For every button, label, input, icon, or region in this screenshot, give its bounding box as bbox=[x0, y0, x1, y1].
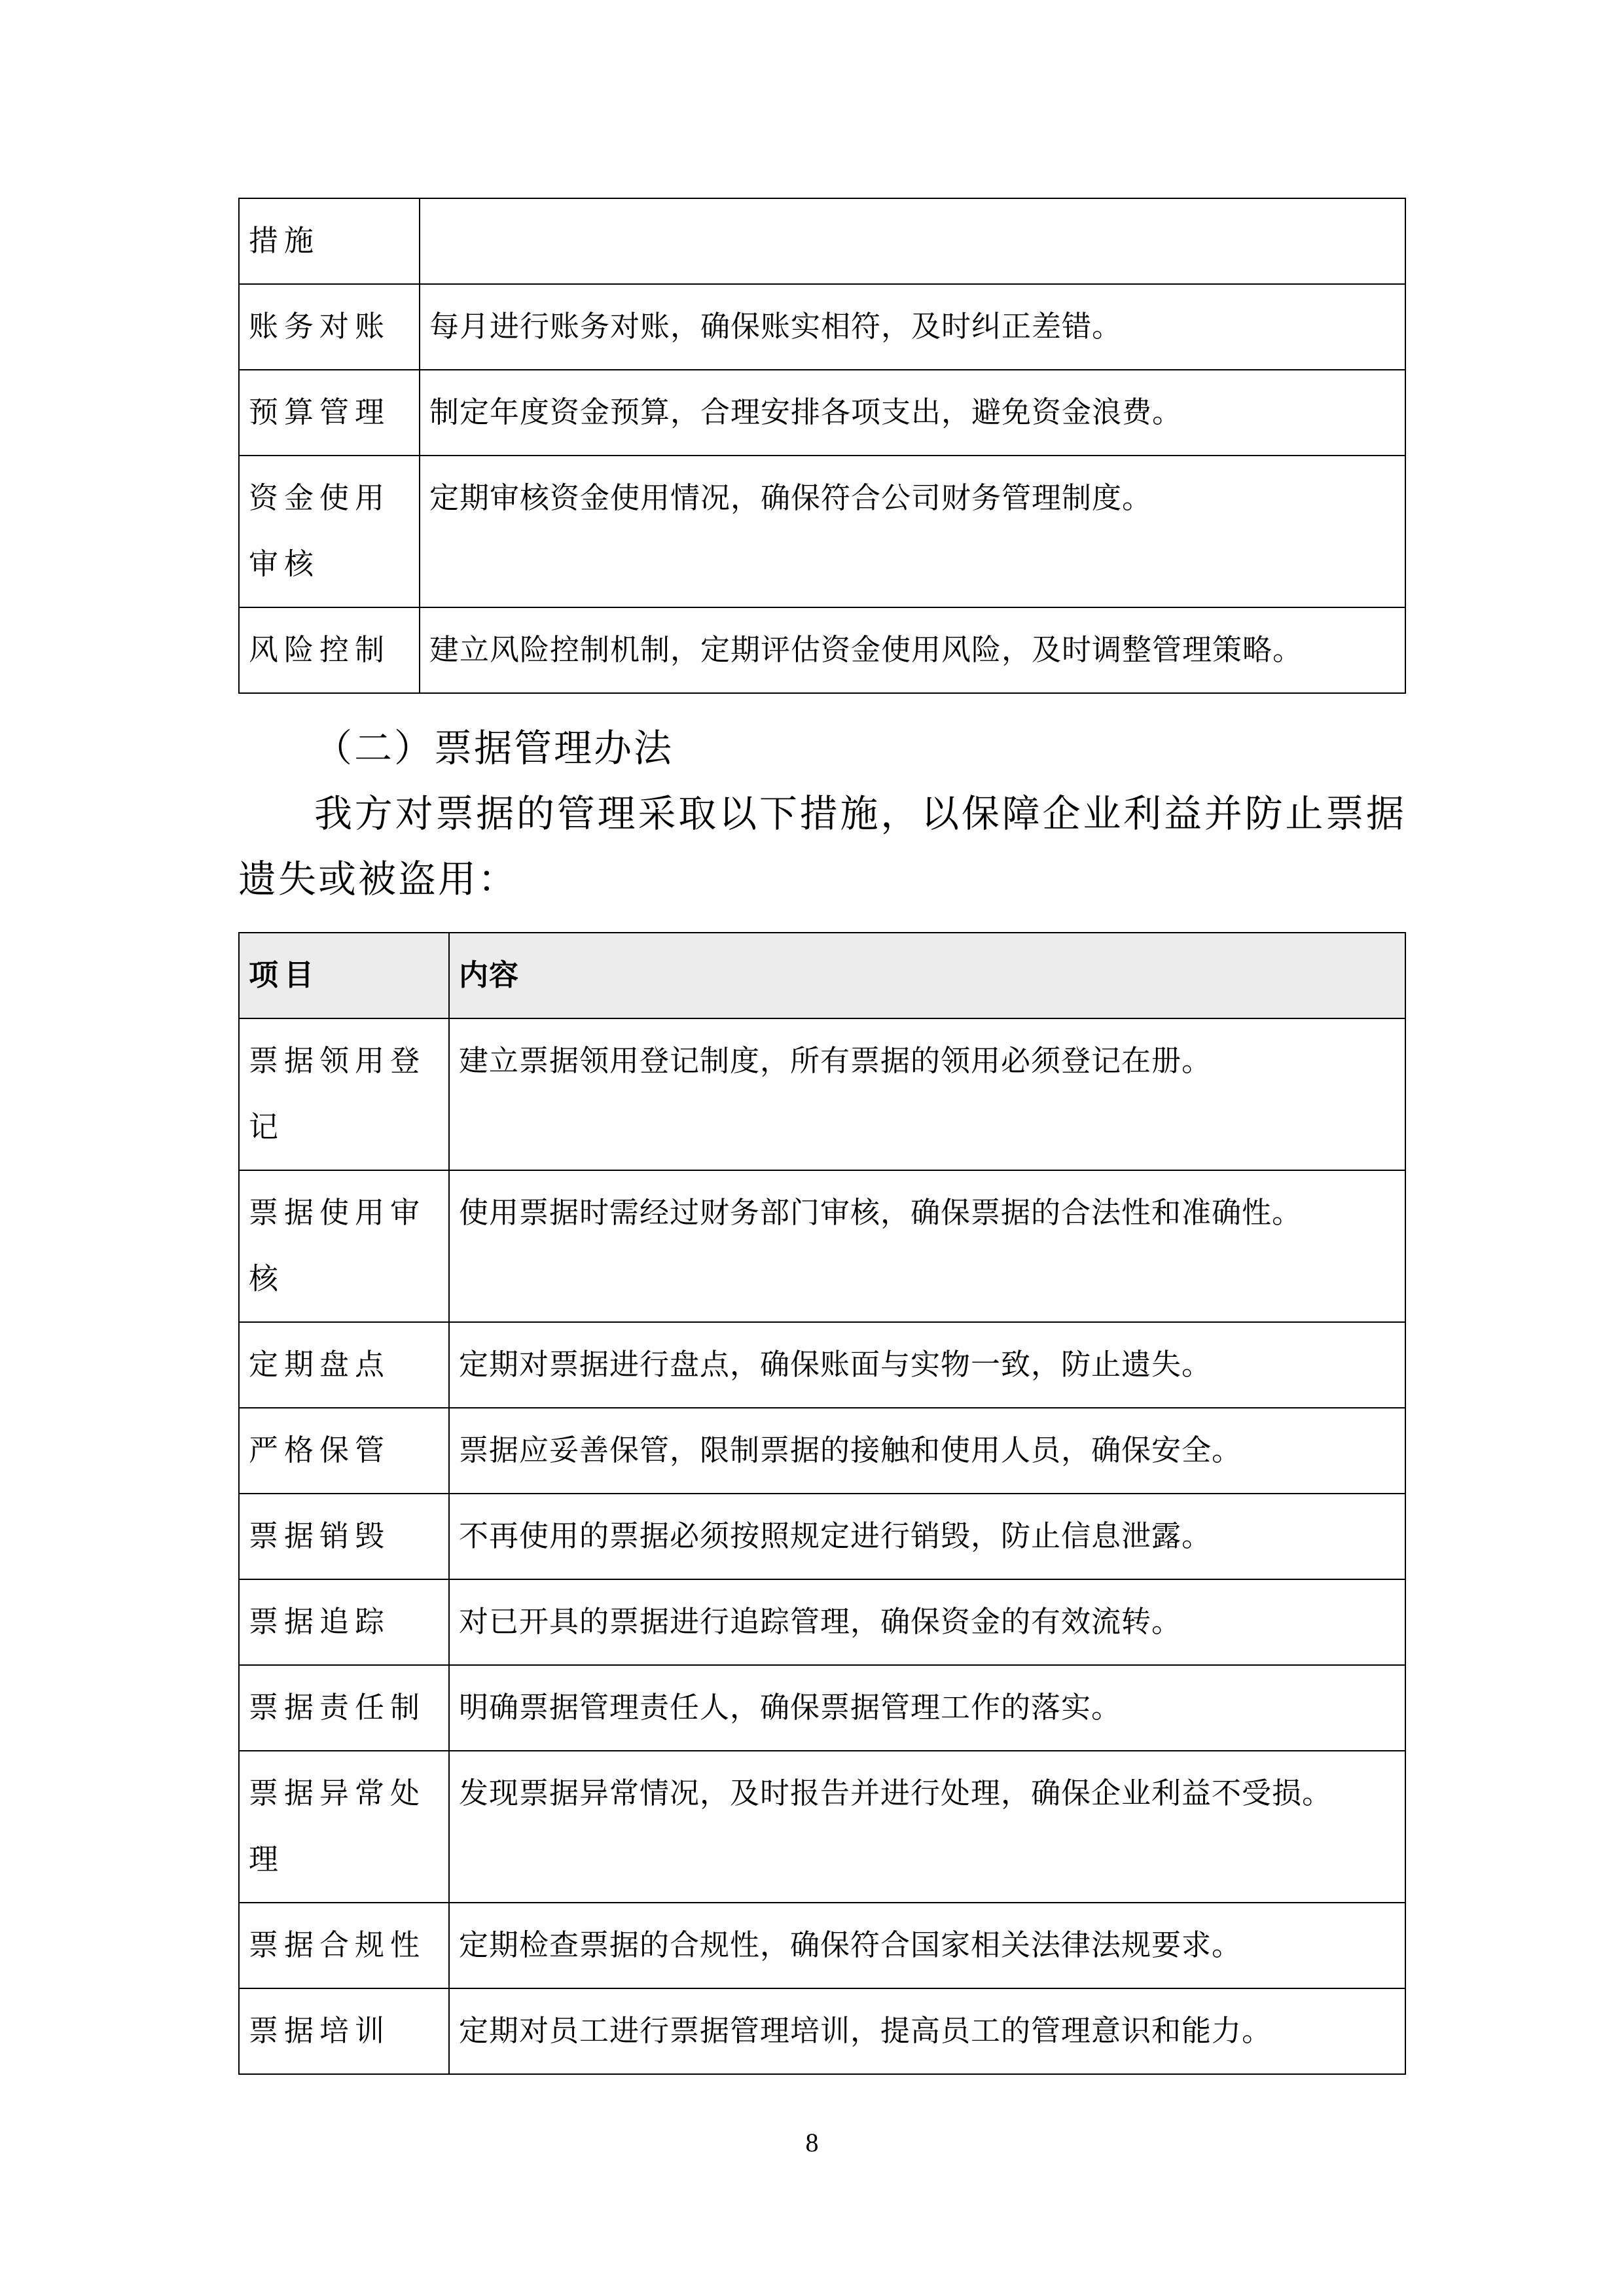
fund-management-measures-table bbox=[238, 198, 1406, 694]
row-content: 不再使用的票据必须按照规定进行销毁，防止信息泄露。 bbox=[449, 1494, 1405, 1579]
table-row bbox=[239, 1579, 1405, 1665]
table-row bbox=[239, 607, 1405, 693]
row-label: 严格保管 bbox=[239, 1408, 449, 1494]
section-heading: （二）票据管理办法 bbox=[314, 727, 674, 770]
table-row bbox=[239, 1665, 1405, 1751]
row-content: 明确票据管理责任人，确保票据管理工作的落实。 bbox=[449, 1665, 1405, 1751]
row-content: 对已开具的票据进行追踪管理，确保资金的有效流转。 bbox=[449, 1579, 1405, 1665]
row-label: 票据异常处理 bbox=[239, 1751, 449, 1903]
row-content: 定期对票据进行盘点，确保账面与实物一致，防止遗失。 bbox=[449, 1322, 1405, 1408]
row-content: 每月进行账务对账，确保账实相符，及时纠正差错。 bbox=[420, 284, 1405, 370]
row-label: 风险控制 bbox=[239, 607, 420, 693]
table-row bbox=[239, 456, 1405, 607]
table-row bbox=[239, 284, 1405, 370]
row-label: 账务对账 bbox=[239, 284, 420, 370]
row-label: 定期盘点 bbox=[239, 1322, 449, 1408]
table-row bbox=[239, 1751, 1405, 1903]
row-content: 使用票据时需经过财务部门审核，确保票据的合法性和准确性。 bbox=[449, 1170, 1405, 1322]
row-label: 票据领用登记 bbox=[239, 1018, 449, 1170]
row-label: 资金使用审核 bbox=[239, 456, 420, 607]
row-label: 措施 bbox=[239, 198, 420, 284]
table-row bbox=[239, 198, 1405, 284]
row-content: 票据应妥善保管，限制票据的接触和使用人员，确保安全。 bbox=[449, 1408, 1405, 1494]
header-cell-content: 内容 bbox=[449, 933, 1405, 1018]
row-content: 定期检查票据的合规性，确保符合国家相关法律法规要求。 bbox=[449, 1903, 1405, 1988]
row-label: 票据销毁 bbox=[239, 1494, 449, 1579]
table-row bbox=[239, 1408, 1405, 1494]
table-row bbox=[239, 1170, 1405, 1322]
table-row bbox=[239, 1322, 1405, 1408]
row-content: 建立风险控制机制，定期评估资金使用风险，及时调整管理策略。 bbox=[420, 607, 1405, 693]
row-label: 预算管理 bbox=[239, 370, 420, 456]
table-header-row bbox=[239, 933, 1405, 1018]
row-content: 定期对员工进行票据管理培训，提高员工的管理意识和能力。 bbox=[449, 1988, 1405, 2074]
table-row bbox=[239, 1988, 1405, 2074]
row-content bbox=[420, 198, 1405, 284]
row-label: 票据追踪 bbox=[239, 1579, 449, 1665]
row-content: 建立票据领用登记制度，所有票据的领用必须登记在册。 bbox=[449, 1018, 1405, 1170]
table-row bbox=[239, 1494, 1405, 1579]
table-row bbox=[239, 1903, 1405, 1988]
page-number: 8 bbox=[805, 2128, 819, 2157]
table-row bbox=[239, 370, 1405, 456]
row-label: 票据责任制 bbox=[239, 1665, 449, 1751]
row-content: 定期审核资金使用情况，确保符合公司财务管理制度。 bbox=[420, 456, 1405, 607]
table-row bbox=[239, 1018, 1405, 1170]
row-label: 票据培训 bbox=[239, 1988, 449, 2074]
section-intro-paragraph: 我方对票据的管理采取以下措施，以保障企业利益并防止票据遗失或被盗用： bbox=[238, 793, 1406, 901]
header-cell-item: 项目 bbox=[239, 933, 449, 1018]
row-label: 票据使用审核 bbox=[239, 1170, 449, 1322]
bill-management-table bbox=[238, 932, 1406, 2075]
row-content: 发现票据异常情况，及时报告并进行处理，确保企业利益不受损。 bbox=[449, 1751, 1405, 1903]
row-content: 制定年度资金预算，合理安排各项支出，避免资金浪费。 bbox=[420, 370, 1405, 456]
page-content bbox=[238, 198, 1406, 2075]
row-label: 票据合规性 bbox=[239, 1903, 449, 1988]
